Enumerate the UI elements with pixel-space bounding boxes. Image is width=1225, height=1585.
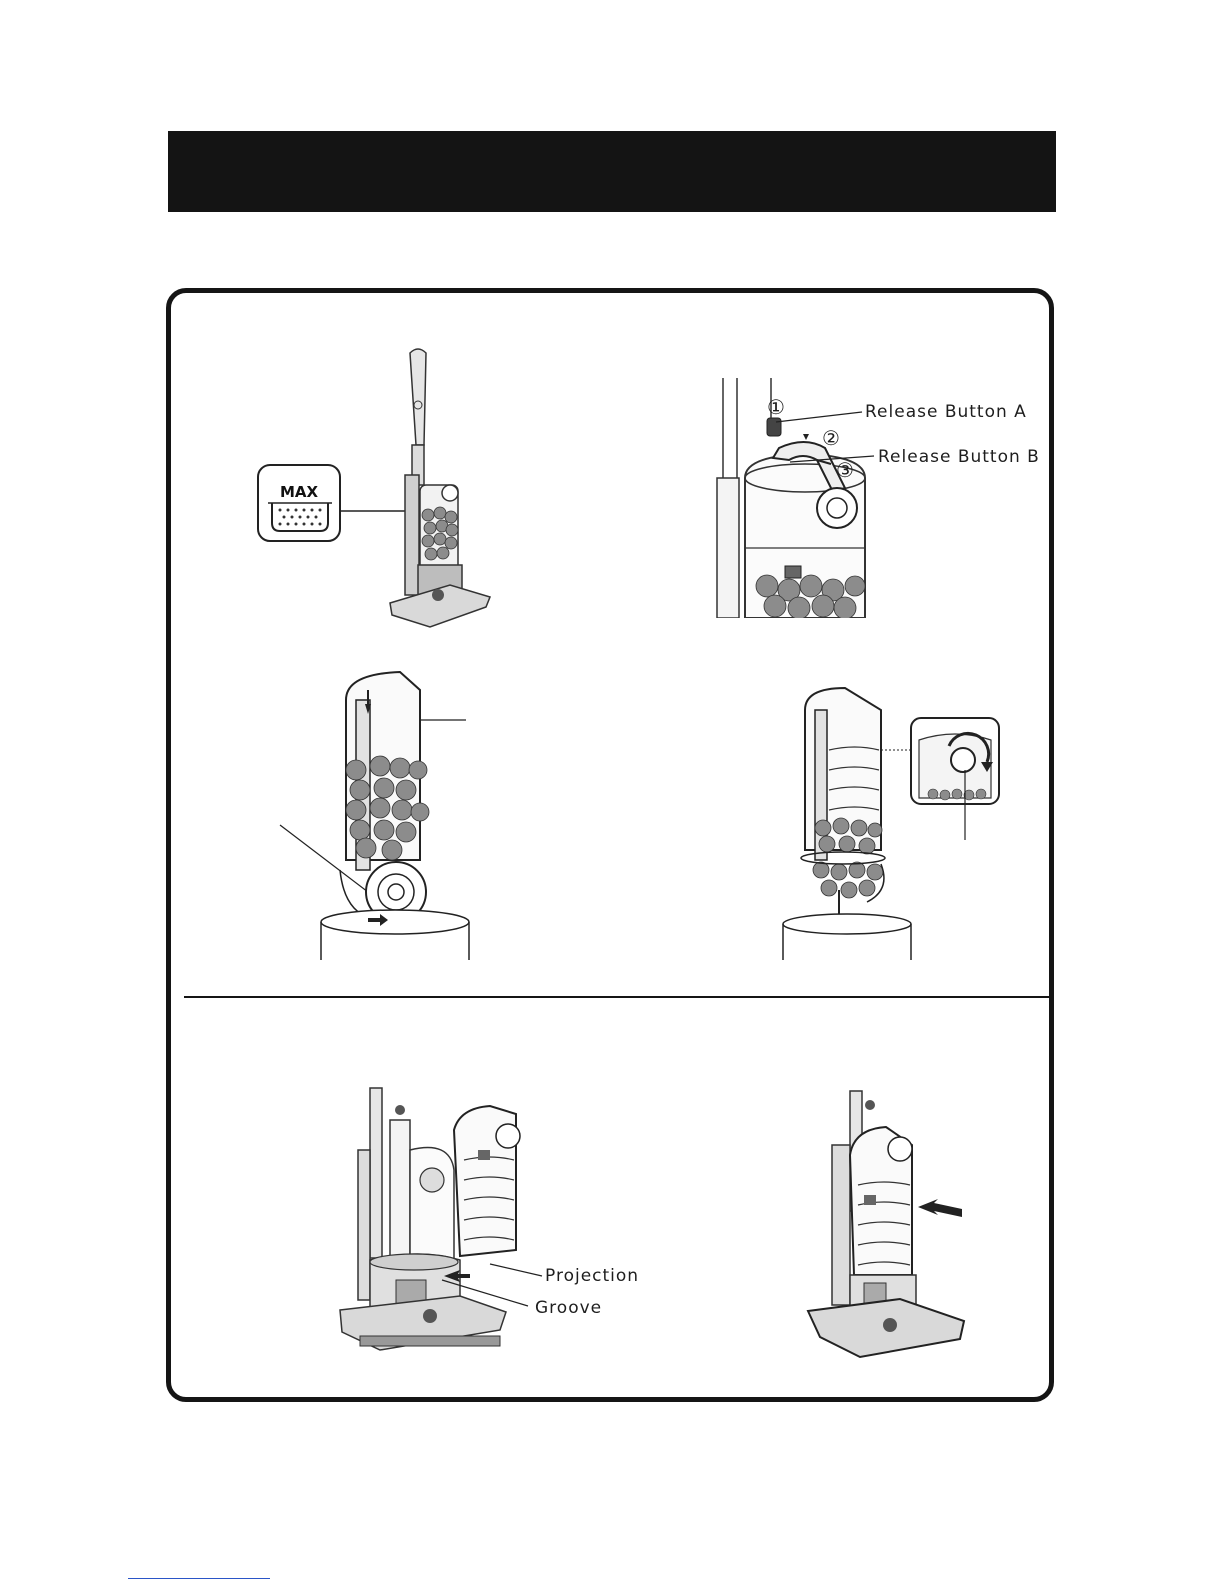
projection-leader <box>490 1264 542 1276</box>
step-3-marker: ③ <box>836 458 855 482</box>
release-button-b-label: Release Button B <box>878 447 1040 467</box>
header-bar <box>168 131 1056 212</box>
projection-label: Projection <box>545 1266 640 1286</box>
empty-bin-open-lid-figure <box>270 660 510 970</box>
groove-label: Groove <box>535 1298 603 1318</box>
step-2-marker: ② <box>822 426 841 450</box>
max-label: MAX <box>279 483 319 501</box>
section-divider <box>184 996 1052 998</box>
rotate-knob <box>951 748 975 772</box>
release-button-a-label: Release Button A <box>865 402 1027 422</box>
reinstalled-bin-figure <box>800 1085 975 1375</box>
page-footer-rule <box>128 1578 270 1579</box>
step-1-marker: ① <box>767 395 786 419</box>
vacuum-max-level-figure <box>250 345 510 635</box>
reinstall-bin-figure <box>330 1080 590 1380</box>
empty-bin-dust-release-figure <box>775 680 1015 960</box>
